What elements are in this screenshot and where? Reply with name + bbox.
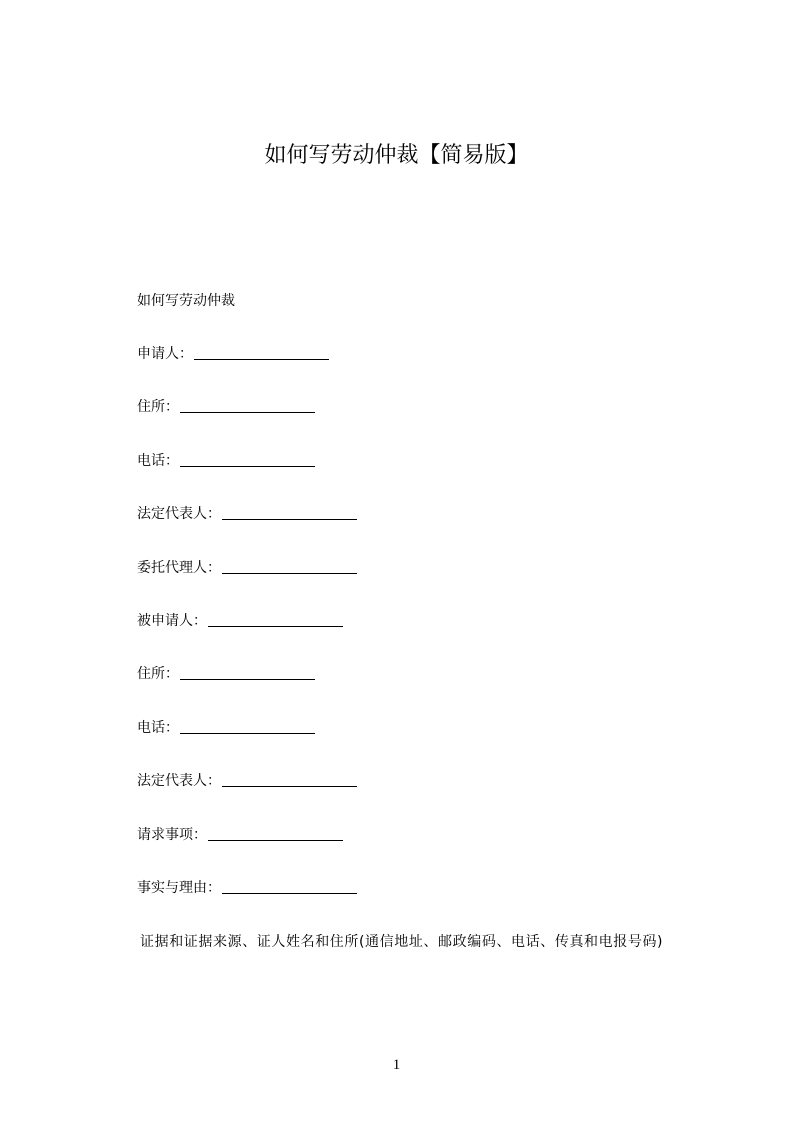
field-label: 委托代理人：	[137, 559, 221, 576]
field-label: 被申请人：	[137, 612, 207, 629]
fill-in-blank	[180, 396, 315, 413]
evidence-paragraph: 证据和证据来源、证人姓名和住所(通信地址、邮政编码、电话、传真和电报号码)	[140, 934, 664, 950]
field-applicant	[137, 343, 357, 396]
fill-in-blank	[222, 503, 357, 520]
fill-in-blank	[194, 343, 329, 360]
field-claims	[137, 824, 357, 877]
field-applicant-legal-representative	[137, 503, 357, 556]
field-respondent-address	[137, 663, 357, 716]
field-label: 申请人：	[137, 346, 193, 362]
field-label: 事实与理由：	[137, 879, 221, 896]
field-label: 法定代表人：	[137, 506, 221, 523]
fill-in-blank	[222, 770, 357, 787]
page-number: 1	[392, 1057, 401, 1073]
field-applicant-address	[137, 396, 357, 449]
fill-in-blank	[222, 557, 357, 574]
field-authorized-agent	[137, 557, 357, 610]
field-facts-and-reasons	[137, 877, 357, 930]
field-respondent-phone	[137, 717, 357, 770]
field-applicant-phone	[137, 450, 357, 503]
field-label: 住所：	[137, 666, 179, 683]
field-label: 法定代表人：	[137, 773, 221, 790]
fill-in-blank	[180, 663, 315, 680]
document-subtitle: 如何写劳动仲裁	[137, 293, 235, 309]
document-title: 如何写劳动仲裁【简易版】	[264, 143, 529, 168]
fill-in-blank	[208, 610, 343, 627]
fill-in-blank	[180, 450, 315, 467]
field-respondent-legal-representative	[137, 770, 357, 823]
fill-in-blank	[180, 717, 315, 734]
fill-in-blank	[208, 824, 343, 841]
field-label: 住所：	[137, 399, 179, 416]
field-label: 电话：	[137, 452, 179, 469]
field-respondent	[137, 610, 357, 663]
fill-in-blank	[222, 877, 357, 894]
field-label: 请求事项：	[137, 826, 207, 843]
form-fields	[137, 343, 357, 930]
field-label: 电话：	[137, 719, 179, 736]
